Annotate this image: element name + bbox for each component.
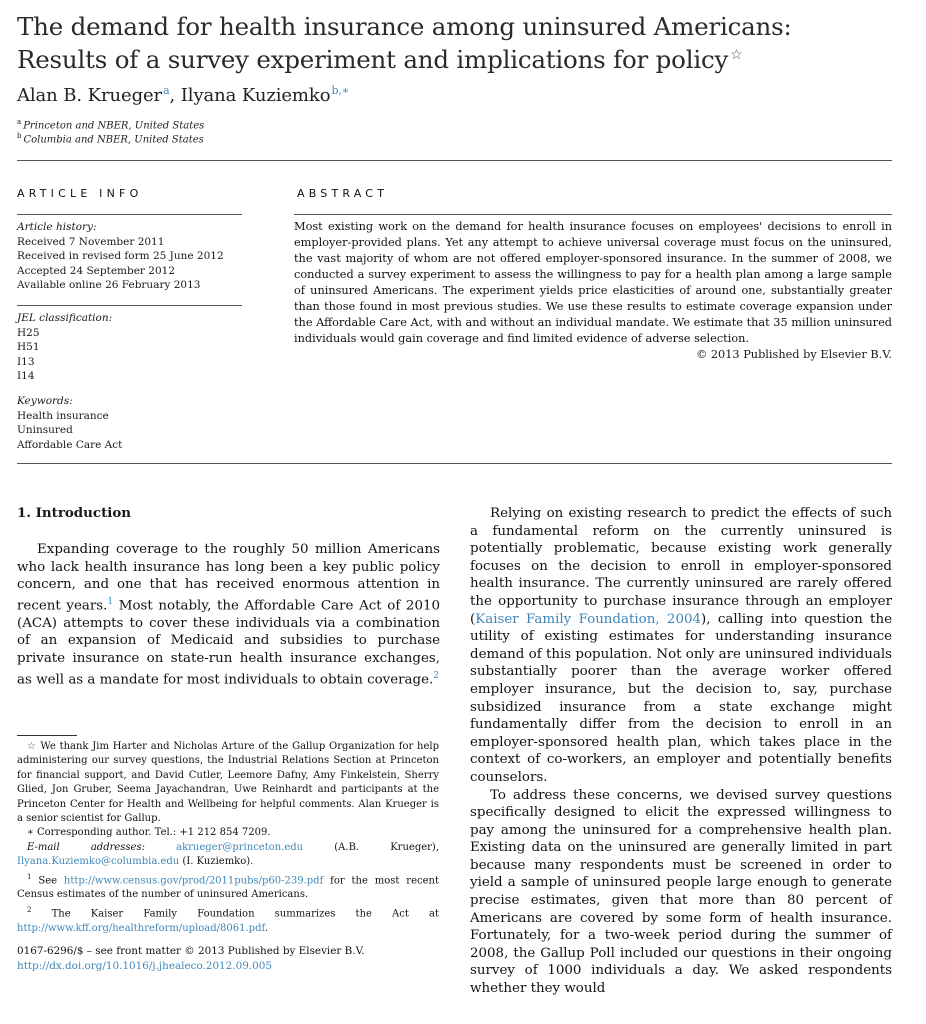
footnote-1-text-b: for the most recent Census estimates of the number of uninsured Americans. [17,874,439,901]
affiliation-b [17,132,204,145]
footnote-ref-1[interactable]: 1 [107,596,114,607]
section-heading-introduction: 1. Introduction [17,505,132,521]
footnote-divider [17,735,77,736]
affiliation-a-text: Princeton and NBER, United States [23,120,205,132]
citation-link-kaiser[interactable]: Kaiser Family Foundation, 2004 [475,611,702,627]
footnote-2-text-a: The Kaiser Family Foundation summarizes the Act at [51,908,439,920]
jel-code: I14 [17,370,35,382]
keyword[interactable]: Affordable Care Act [17,438,123,451]
intro-p2-text-a: Relying on existing research to predict the effects of such a fundamental reform on the currently uninsured is potentially problematic, because existing work generally focuses on the decision to enroll in employer-sponsored health insurance. The currently uninsured are rarely offered the opportunity to purchase insurance through an employer ( [470,506,892,627]
abstract-divider [294,214,892,215]
title-line-2 [17,41,897,74]
article-history [17,220,243,293]
star-footnote-icon: ☆ [27,741,37,752]
intro-right-column [470,505,892,998]
corresponding-mark: ∗ [27,827,34,839]
footnote-1-text-a: See [38,874,64,886]
affiliation-b-mark: b [17,132,22,140]
acknowledgement-text: We thank Jim Harter and Nicholas Arture of the Gallup Organization for help administering our survey questions, the Industrial Relations Section at Princeton for financial support, and David Cutler, Leemore Dafny, Amy Finkelstein, Sherry Glied, Jon Gruber, Seema Jayachandran, Uwe Reinhardt and participants at the Princeton Center for Health and Wellbeing for helpful comments. Alan Krueger is a senior scientist for Gallup. [17,741,439,825]
footnote-acknowledgement [17,740,439,826]
jel-code: I13 [17,355,35,368]
intro-p1-text-a: Expanding coverage to the roughly 50 million Americans who lack health insurance has long been a key public policy concern, and one that has received enormous attention in recent years. [17,542,440,614]
issn-line: 0167-6296/$ – see front matter © 2013 Published by Elsevier B.V. [17,945,365,957]
keyword[interactable]: Health insurance [17,409,109,422]
footnote-emails [17,841,439,870]
article-info-divider-1 [17,214,242,215]
footnote-ref-2[interactable]: 2 [433,670,440,681]
intro-paragraph-3: To address these concerns, we devised survey questions specifically designed to elicit the expressed willingness to pay among the uninsured for a comprehensive health plan. Existing data on the uninsured are generally limited in part because many respondents must be screened in order to yield a sample of uninsured people large enough to generate precise estimates, given that more than 80 percent of Americans are covered by some form of health insurance. Fortunately, for a two-week period during the summer of 2008, the Gallup Poll included our questions in their ongoing survey of 1000 individuals a day. We asked respondents whether they would [470,787,892,997]
author-separator: , [169,85,181,106]
front-matter-divider [17,463,892,464]
corresponding-text: Corresponding author. Tel.: +1 212 854 7209. [36,827,271,839]
jel-code: H25 [17,326,40,339]
intro-paragraph-2 [470,505,892,787]
footnote-2-mark: 2 [27,905,32,914]
footnotes [17,740,439,936]
history-accepted: Accepted 24 September 2012 [17,264,176,277]
email-link-kuziemko[interactable]: Ilyana.Kuziemko@columbia.edu [17,856,180,868]
title-line-2-text: Results of a survey experiment and implications for policy [17,45,729,74]
affiliation-b-text: Columbia and NBER, United States [23,134,204,146]
email-krueger-name: (A.B. Krueger), [303,841,439,853]
footnote-2 [17,903,439,936]
affiliation-a [17,118,204,131]
author-kuziemko-affil[interactable]: b,∗ [331,84,350,97]
jel-classification [17,311,243,384]
author-kuziemko[interactable]: Ilyana Kuziemko [180,85,331,106]
history-received: Received 7 November 2011 [17,235,165,248]
page-footer [17,944,365,974]
jel-label: JEL classification: [17,312,113,324]
keyword[interactable]: Uninsured [17,424,73,436]
header-divider [17,160,892,161]
footnote-1 [17,870,439,903]
email-label: E-mail addresses: [27,841,145,853]
author-krueger[interactable]: Alan B. Krueger [17,85,163,106]
keywords-label: Keywords: [17,395,73,407]
author-line [17,84,349,106]
title-line-1: The demand for health insurance among uninsured Americans: [17,12,792,41]
abstract-text: Most existing work on the demand for health insurance focuses on employees' decisions to enroll in employer-provided plans. Yet any attempt to achieve universal coverage must focus on the uninsured, the vast majority of whom are not offered employer-sponsored insurance. In the summer of 2008, we conducted a survey experiment to assess the willingness to pay for a health plan among a large sample of uninsured Americans. The experiment yields price elasticities of around one, substantially greater than those found in most previous studies. We use these results to estimate coverage expansion under the Affordable Care Act, with and without an individual mandate. We estimate that 35 million uninsured individuals would gain coverage and find limited evidence of adverse selection. [294,220,892,345]
jel-code: H51 [17,341,40,353]
footnote-1-link[interactable]: http://www.census.gov/prod/2011pubs/p60-239.pdf [63,874,324,886]
footnote-corresponding [17,826,439,840]
footnote-2-text-b: . [264,922,268,934]
article-history-label: Article history: [17,221,97,233]
email-link-krueger[interactable]: akrueger@princeton.edu [176,841,304,853]
footnote-1-mark: 1 [27,872,32,881]
author-krueger-affil[interactable]: a [163,84,170,97]
intro-p2-text-b: ), calling into question the utility of existing estimates for understanding insurance demand of this population. Not only are uninsured individuals substantially poorer than the average worker offered employer insurance, but the decision to, say, purchase subsidized insurance from a state exchange might fundamentally differ from the decision to enroll in an employer-sponsored health plan, which takes place in the context of co-workers, an employer and potentially benefits counselors. [470,611,892,785]
doi-link[interactable]: http://dx.doi.org/10.1016/j.jhealeco.2012.09.005 [17,960,272,972]
keywords [17,394,243,452]
intro-p1-text-b: Most notably, the Affordable Care Act of 2010 (ACA) attempts to cover these individuals via a combination of an expansion of Medicaid and subsidies to purchase private insurance on state-run health insurance exchanges, as well as a mandate for most individuals to obtain coverage. [17,598,440,688]
article-title [17,12,897,74]
article-info-divider-2 [17,305,242,306]
history-revised: Received in revised form 25 June 2012 [17,250,224,262]
intro-left-column [17,541,440,689]
affiliation-a-mark: a [17,118,22,126]
title-star-icon[interactable]: ☆ [730,47,743,63]
email-kuziemko-name: (I. Kuziemko). [179,856,254,868]
article-info-heading: ARTICLE INFO [17,187,143,200]
abstract-heading: ABSTRACT [297,187,389,200]
abstract-copyright: © 2013 Published by Elsevier B.V. [695,348,892,361]
intro-paragraph-1 [17,541,440,689]
history-online: Available online 26 February 2013 [17,279,201,291]
footnote-2-link[interactable]: http://www.kff.org/healthreform/upload/8061.pdf [17,922,265,934]
